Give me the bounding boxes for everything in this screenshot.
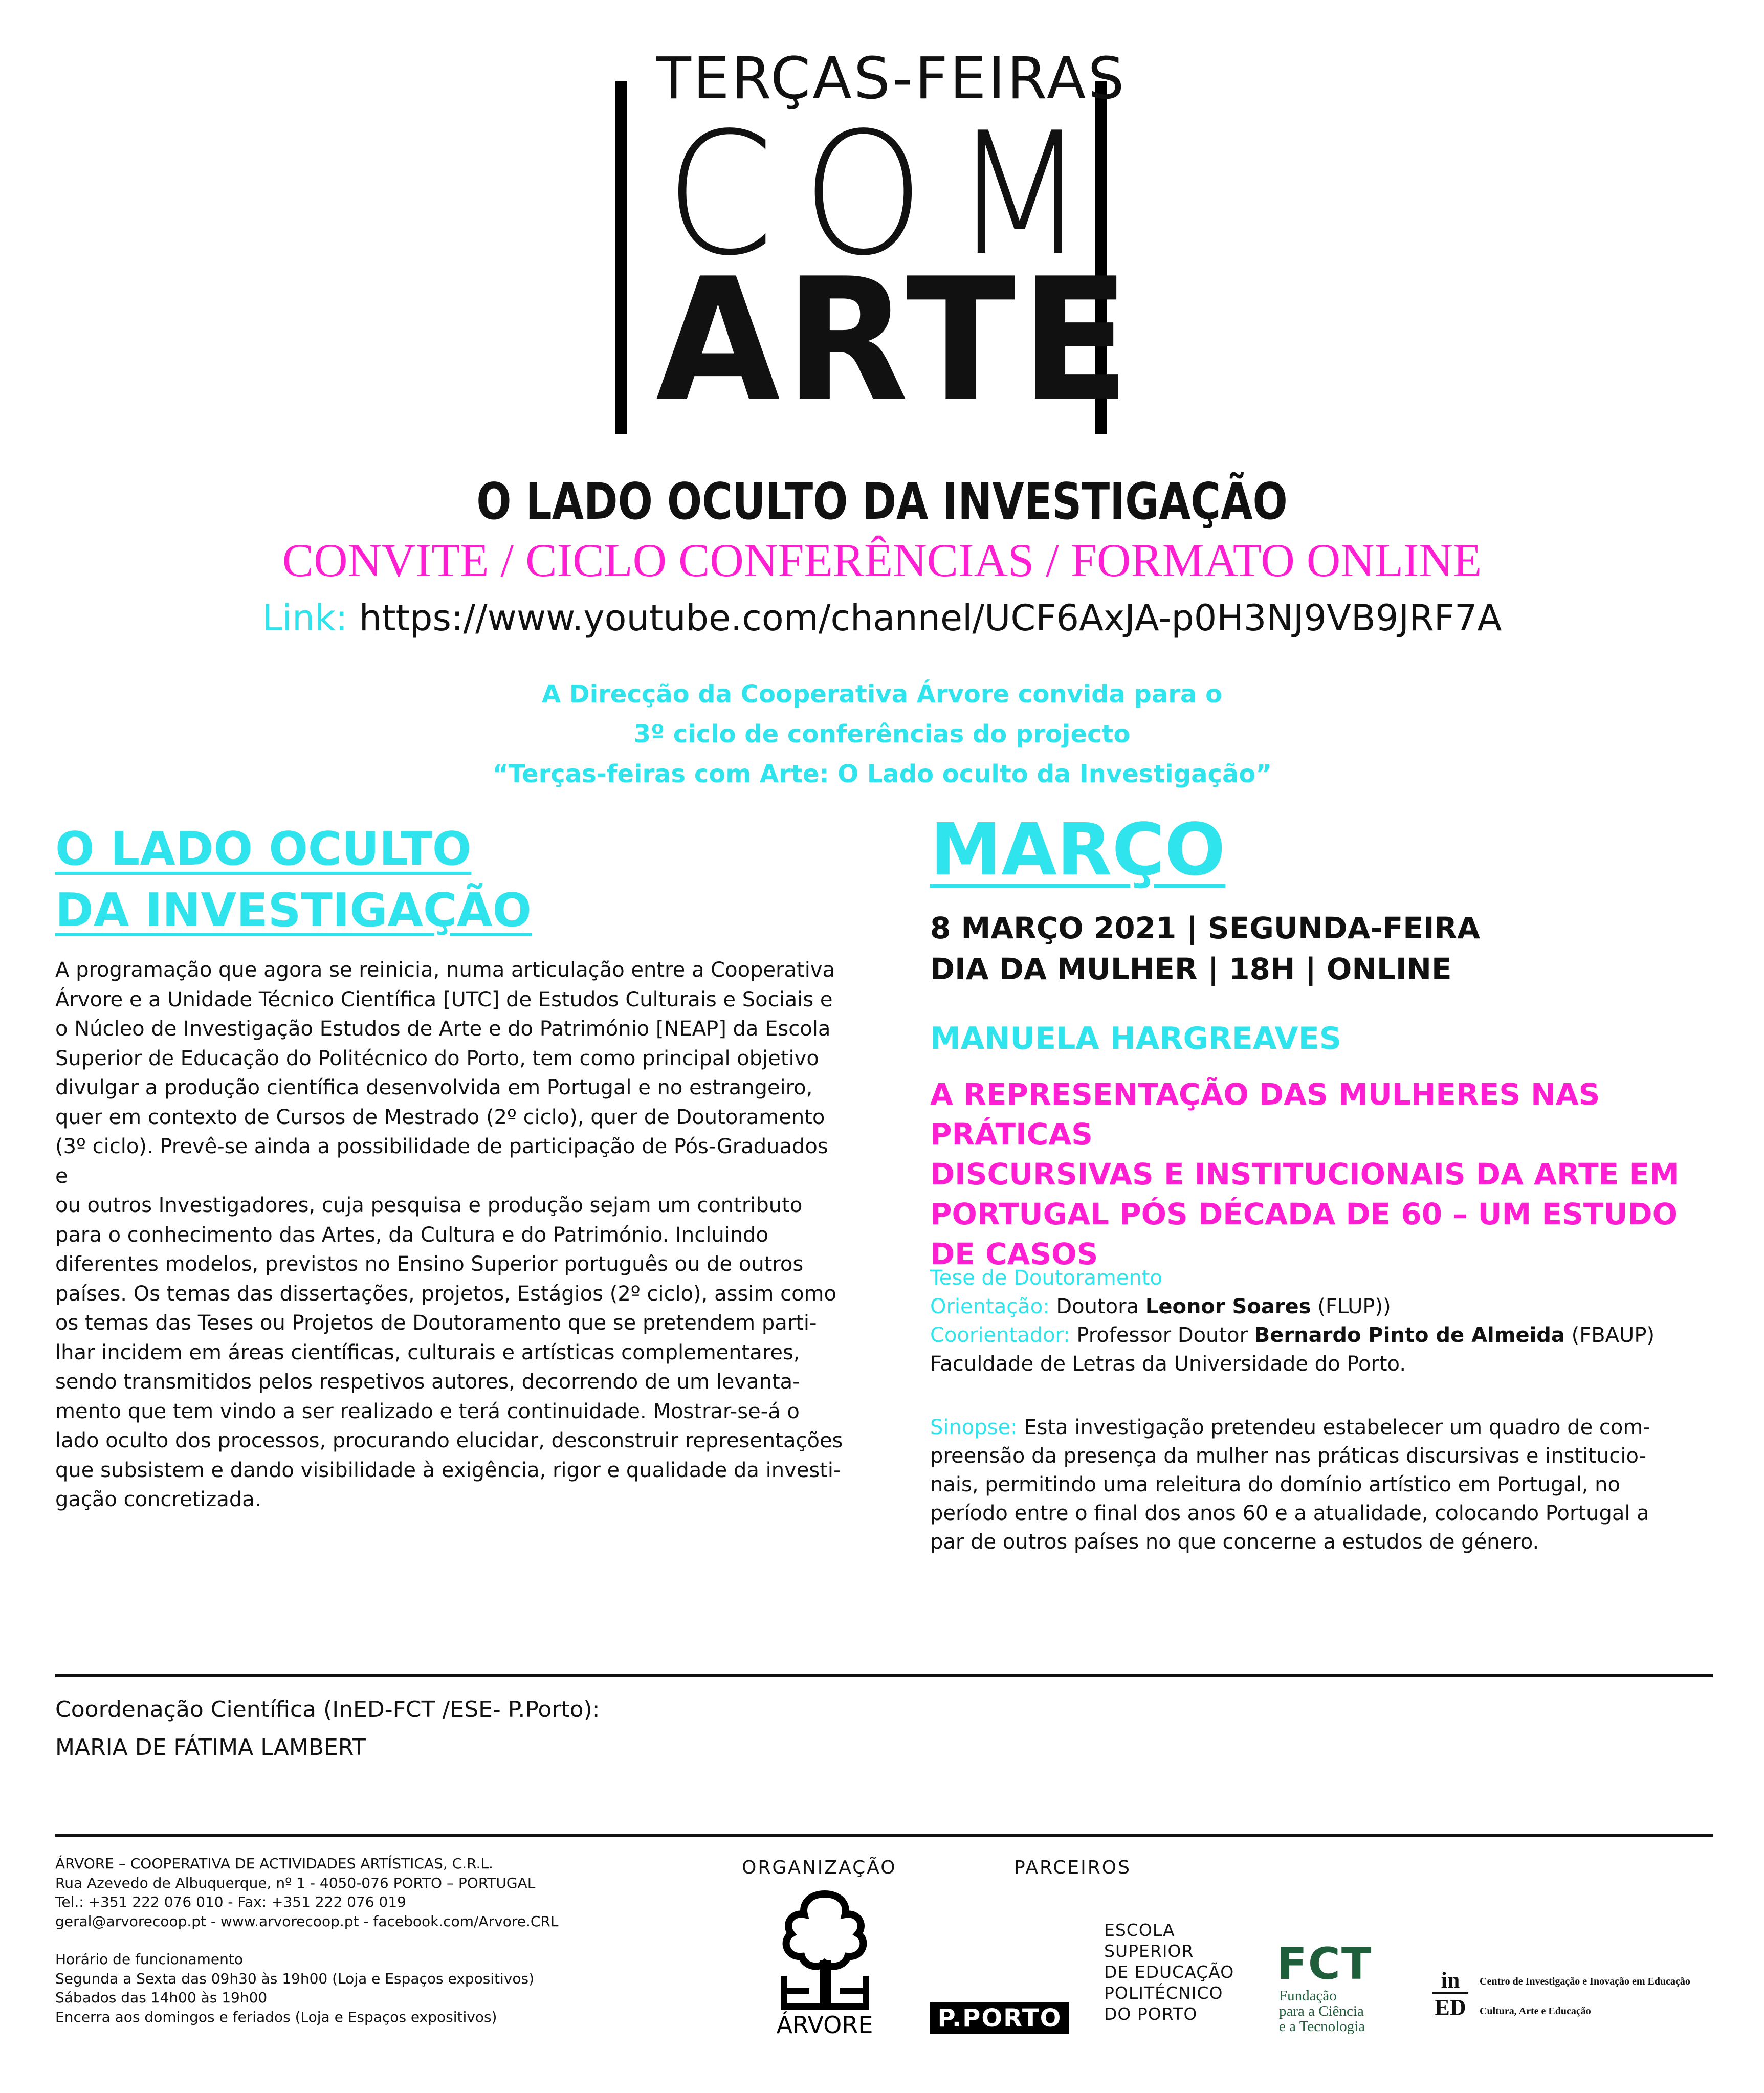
address-line: Tel.: +351 222 076 010 - Fax: +351 222 076 019 [55, 1893, 406, 1910]
body-line: países. Os temas das dissertações, projetos, Estágios (2º ciclo), assim como [55, 1282, 836, 1306]
body-line: que subsistem e dando visibilidade à exigência, rigor e qualidade da investi- [55, 1458, 841, 1482]
divider-bottom [55, 1834, 1713, 1837]
body-line: lado oculto dos processos, procurando elucidar, desconstruir representações [55, 1429, 843, 1452]
body-line: lhar incidem em áreas científicas, culturais e artísticas complementares, [55, 1340, 800, 1364]
talk-title-line: A REPRESENTAÇÃO DAS MULHERES NAS PRÁTICAS [930, 1077, 1600, 1152]
logo-bottom-text: ARTE [656, 242, 1135, 438]
talk-title-line: DE CASOS [930, 1237, 1098, 1271]
ined-subtitle: Cultura, Arte e Educação [1480, 2006, 1591, 2017]
body-line: os temas das Teses ou Projetos de Doutoramento que se pretendem parti- [55, 1311, 817, 1335]
link-label: Link: [262, 597, 348, 639]
coorientation-label: Coorientador: [930, 1324, 1070, 1347]
body-line: ou outros Investigadores, cuja pesquisa e produção sejam um contributo [55, 1194, 803, 1217]
coordination-name: MARIA DE FÁTIMA LAMBERT [55, 1734, 366, 1760]
synopsis [930, 1413, 1718, 1556]
synopsis-line: preensão da presença da mulher nas práticas discursivas e institucio- [930, 1444, 1647, 1468]
body-line: gação concretizada. [55, 1488, 261, 1511]
ese-line: ESCOLA [1104, 1920, 1175, 1940]
hours-line: Segunda a Sexta das 09h30 às 19h00 (Loja e Espaços expositivos) [55, 1970, 535, 1987]
program-description [55, 956, 843, 1515]
event-time-line: DIA DA MULHER | 18H | ONLINE [930, 952, 1452, 986]
talk-title [930, 1074, 1728, 1274]
coadvisor-name: Bernardo Pinto de Almeida [1254, 1324, 1565, 1347]
advisor-name: Leonor Soares [1145, 1295, 1311, 1318]
ined-logo [1432, 1969, 1468, 2025]
ined-logo-bottom: ED [1435, 1995, 1466, 2020]
body-line: quer em contexto de Cursos de Mestrado (2º ciclo), quer de Doutoramento [55, 1105, 825, 1129]
section-title-line: O LADO OCULTO [55, 822, 472, 876]
divider-top [55, 1674, 1713, 1677]
body-line: mento que tem vindo a ser realizado e terá continuidade. Mostrar-se-á o [55, 1399, 800, 1423]
ined-logo-top: in [1432, 1969, 1468, 1994]
body-line: Superior de Educação do Politécnico do Porto, tem como principal objetivo [55, 1046, 819, 1070]
body-line: o Núcleo de Investigação Estudos de Arte e do Património [NEAP] da Escola [55, 1017, 831, 1041]
invite-line: A Direcção da Cooperativa Árvore convida para o [541, 680, 1223, 709]
talk-title-line: PORTUGAL PÓS DÉCADA DE 60 – UM ESTUDO [930, 1197, 1678, 1231]
synopsis-line: Sinopse: Esta investigação pretendeu estabelecer um quadro de com- [930, 1416, 1650, 1439]
ese-line: SUPERIOR [1104, 1941, 1194, 1961]
invitation-text [0, 674, 1764, 794]
page-subtitle: CONVITE / CICLO CONFERÊNCIAS / FORMATO ONLINE [282, 534, 1482, 586]
synopsis-line: nais, permitindo uma releitura do domínio artístico em Portugal, no [930, 1473, 1621, 1496]
address-line: geral@arvorecoop.pt - www.arvorecoop.pt - facebook.com/Arvore.CRL [55, 1912, 559, 1930]
orientation-label: Orientação: [930, 1295, 1050, 1318]
body-line: para o conhecimento das Artes, da Cultura e do Património. Incluindo [55, 1223, 769, 1247]
event-date [930, 908, 1749, 989]
hours-line: Horário de funcionamento [55, 1951, 243, 1968]
body-line: diferentes modelos, previstos no Ensino Superior português ou de outros [55, 1252, 804, 1276]
fct-logo-text [1279, 1988, 1365, 2034]
thesis-type: Tese de Doutoramento [930, 1266, 1162, 1290]
youtube-link-line [0, 599, 1764, 638]
body-line: (3º ciclo). Prevê-se ainda a possibilidade de participação de Pós-Graduados e [55, 1135, 828, 1188]
body-line: A programação que agora se reinicia, numa articulação entre a Cooperativa [55, 958, 835, 982]
fct-line: para a Ciência [1279, 2003, 1364, 2019]
coorientation-line: Coorientador: Professor Doutor Bernardo Pinto de Almeida (FBAUP) [930, 1324, 1655, 1347]
arvore-logo-text: ÁRVORE [776, 2011, 873, 2037]
talk-title-line: DISCURSIVAS E INSTITUCIONAIS DA ARTE EM [930, 1157, 1679, 1192]
ese-line: POLITÉCNICO [1104, 1983, 1223, 2003]
hours-line: Encerra aos domingos e feriados (Loja e Espaços expositivos) [55, 2008, 497, 2025]
porto-logo: P.PORTO [930, 2002, 1069, 2034]
orientation-line: Orientação: Doutora Leonor Soares (FLUP)) [930, 1295, 1391, 1318]
arvore-tree-logo [774, 1889, 876, 2037]
month-heading: MARÇO [930, 808, 1226, 892]
fct-logo: FCT [1277, 1938, 1373, 1990]
body-line: divulgar a produção científica desenvolvida em Portugal e no estrangeiro, [55, 1076, 813, 1099]
logo-top-text: TERÇAS-FEIRAS [656, 46, 1127, 112]
fct-line: Fundação [1279, 1988, 1337, 2004]
footer-contact [55, 1854, 720, 2026]
address-line: Rua Azevedo de Albuquerque, nº 1 - 4050-076 PORTO – PORTUGAL [55, 1874, 536, 1891]
organization-label: ORGANIZAÇÃO [742, 1857, 897, 1878]
synopsis-line: período entre o final dos anos 60 e a atualidade, colocando Portugal a [930, 1502, 1649, 1525]
thesis-info [930, 1264, 1728, 1378]
faculty-line: Faculdade de Letras da Universidade do Porto. [930, 1352, 1406, 1376]
logo-left-bar [615, 81, 627, 434]
body-line: sendo transmitidos pelos respetivos autores, decorrendo de um levanta- [55, 1370, 800, 1394]
synopsis-label: Sinopse: [930, 1416, 1018, 1439]
section-title-line: DA INVESTIGAÇÃO [55, 884, 532, 937]
ese-line: DE EDUCAÇÃO [1104, 1962, 1234, 1982]
fct-line: e a Tecnologia [1279, 2018, 1365, 2035]
ese-line: DO PORTO [1104, 2004, 1198, 2024]
body-line: Árvore e a Unidade Técnico Científica [UTC] de Estudos Culturais e Sociais e [55, 987, 833, 1011]
address-line: ÁRVORE – COOPERATIVA DE ACTIVIDADES ARTÍSTICAS, C.R.L. [55, 1855, 493, 1872]
hours-line: Sábados das 14h00 às 19h00 [55, 1989, 268, 2006]
logo-middle-text: COM [665, 96, 1115, 293]
page-title: O LADO OCULTO DA INVESTIGAÇÃO [476, 473, 1288, 531]
youtube-link[interactable]: https://www.youtube.com/channel/UCF6AxJA-p0H3NJ9VB9JRF7A [359, 597, 1502, 639]
speaker-name: MANUELA HARGREAVES [930, 1021, 1341, 1056]
invite-line: 3º ciclo de conferências do projecto [633, 720, 1131, 748]
invite-line: “Terças-feiras com Arte: O Lado oculto da Investigação” [492, 760, 1272, 788]
synopsis-line: par de outros países no que concerne a estudos de género. [930, 1530, 1539, 1554]
coordination-label: Coordenação Científica (InED-FCT /ESE- P.Porto): [55, 1697, 600, 1723]
section-title [55, 819, 771, 941]
event-date-line: 8 MARÇO 2021 | SEGUNDA-FEIRA [930, 911, 1480, 945]
ined-title: Centro de Investigação e Inovação em Educação [1480, 1976, 1690, 1987]
partners-label: PARCEIROS [1014, 1857, 1131, 1878]
ese-partner [1104, 1920, 1234, 2024]
